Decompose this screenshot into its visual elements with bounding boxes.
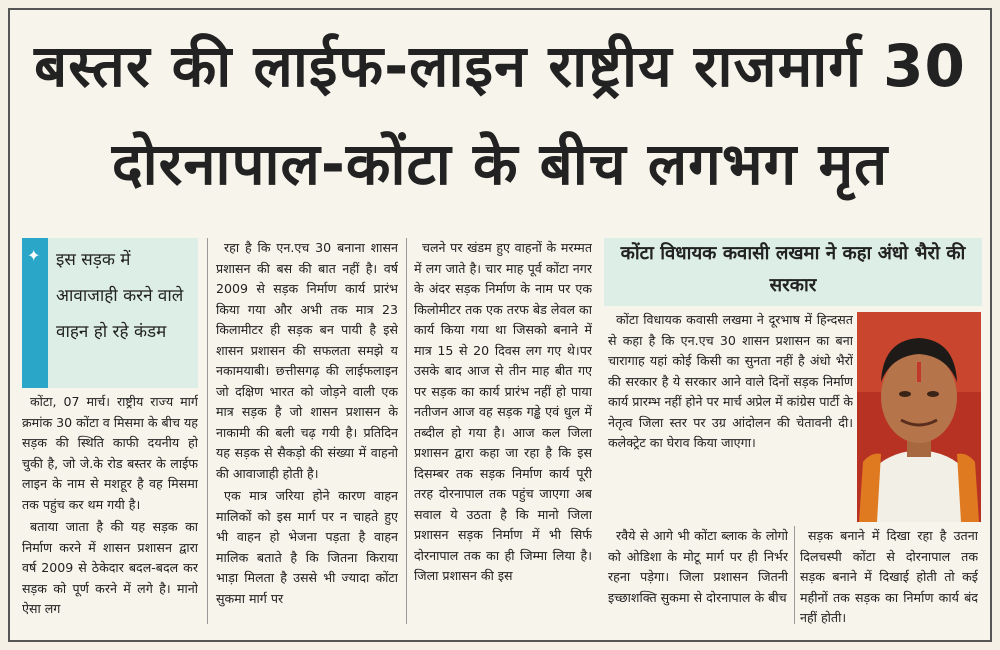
subheadline-text: इस सड़क में आवाजाही करने वाले वाहन हो रहे कंडम [56,250,184,342]
column-2-paragraph-2: एक मात्र जरिया होने कारण वाहन मालिकों को इस मार्ग पर न चाहते हुए भी वाहन हो भेजना पड़ता है वाहन मालिक बताते है कि जितना किराया भाड़ा मिलता है उससे भी ज्यादा कोंटा सुकमा मार्ग पर [216,488,398,606]
column-divider [794,526,795,624]
headline-line-2: दोरनापाल-कोंटा के बीच लगभग मृत [111,130,889,198]
column-6-paragraph: सड़क बनाने में दिखा रहा है उतना दिलचस्पी कोंटा से दोरनापाल तक सड़क बनाने में दिखाई होती तो कई महीनों तक सड़क का निर्माण कार्य बंद नहीं होती। [800,528,978,625]
sidebar-body [608,310,853,522]
article-column-3 [414,238,592,624]
headline-line-1: बस्तर की लाईफ-लाइन राष्ट्रीय राजमार्ग 30 [34,32,966,100]
subheadline-box [22,238,198,388]
diamond-bullet-icon: ✦ [27,246,41,265]
article-column-2 [216,238,398,624]
portrait-icon [857,312,981,522]
politician-portrait-photo [857,312,981,522]
sidebar-heading: कोंटा विधायक कवासी लखमा ने कहा अंधो भैरो की सरकार [604,238,982,306]
column-3-paragraph-1: चलने पर खंडम हुए वाहनों के मरम्मत में लग जाते है। चार माह पूर्व कोंटा नगर के अंदर सड़क निर्माण के नाम पर एक किलोमीटर तक एक तरफ बेड लेवल का कार्य किया गया था जिसको बनाने में मात्र 15 से 20 दिवस लग गए थे।पर उसके बाद आज से तीन माह बीत गए पर सड़क का कार्य प्रारंभ नहीं हो पाया नतीजन आज वह सड़क गड्ढे एवं धुल में तब्दील हो गया है। आज कल जिला प्रशासन द्वारा कहा जा रहा है कि इस दिसम्बर तक सड़क निर्माण कार्य पूरी तरह दोरनापाल तक पहुंच जाएगा अब सवाल ये उठता है कि मानो जिला प्रशासन सड़क निर्माण में भी सिर्फ दोरनापाल तक का ही जिम्मा लिया है। जिला प्रशासन की इस [414,240,592,583]
article-column-5 [608,526,788,626]
column-divider [207,238,208,624]
article-column-1 [22,392,198,624]
column-divider [406,238,407,624]
column-1-paragraph-1: कोंटा, 07 मार्च। राष्ट्रीय राज्य मार्ग क्रमांक 30 कोंटा व मिसमा के बीच यह सड़क की स्थिति काफी दयनीय हो चुकी है, जो जे.के रोड बस्तर के लाईफ लाइन के नाम से मशहूर है वह मिसमा तक पहुंच कर थम गयी है। [22,394,198,512]
column-2-paragraph-1: रहा है कि एन.एच 30 बनाना शासन प्रशासन की बस की बात नहीं है। वर्ष 2009 से सड़क निर्माण कार्य प्रारंभ किया गया और अभी तक मात्र 23 किलामीटर ही सड़क बन पायी है इसे शासन प्रशासन की सफलता समझे य नकामयाबी। छत्तीसगढ़ की लाईफलाइन जो दक्षिण भारत को जोड़ने वाली एक मात्र सड़क है जो शासन प्रशासन के नाकामी की बली चढ़ गयी है। प्रतिदिन यह सड़क से सैकड़ो की संख्या में वाहनो की आवाजाही होती है। [216,240,398,481]
article-column-6 [800,526,978,626]
column-1-paragraph-2: बताया जाता है की यह सड़क का निर्माण करने में शासन प्रशासन द्वारा वर्ष 2009 से ठेकेदार बदल-बदल कर सड़क को पूर्ण करने में लगे है। मानो ऐसा लग [22,519,198,616]
sidebar-paragraph: कोंटा विधायक कवासी लखमा ने दूरभाष में हिन्दसत से कहा है कि एन.एच 30 शासन प्रशासन का बना चारागाह यहां कोई किसी का सुनता नहीं है अंधो भैरों की सरकार है ये सरकार आने वाले दिनों सड़क निर्माण कार्य प्रारम्भ नहीं होने पर मार्च अप्रेल में कांग्रेस पार्टी के नेतृत्व जिला स्तर पर उग्र आंदोलन की चेतावनी दी। कलेक्ट्रेट का घेराव किया जाएगा। [608,312,853,450]
column-5-paragraph: रवैये से आगे भी कोंटा ब्लाक के लोगो को ओडिशा के मोटू मार्ग पर ही निर्भर रहना पड़ेगा। जिला प्रशासन जितनी इच्छाशक्ति सुकमा से दोरनापाल के बीच [608,528,788,605]
